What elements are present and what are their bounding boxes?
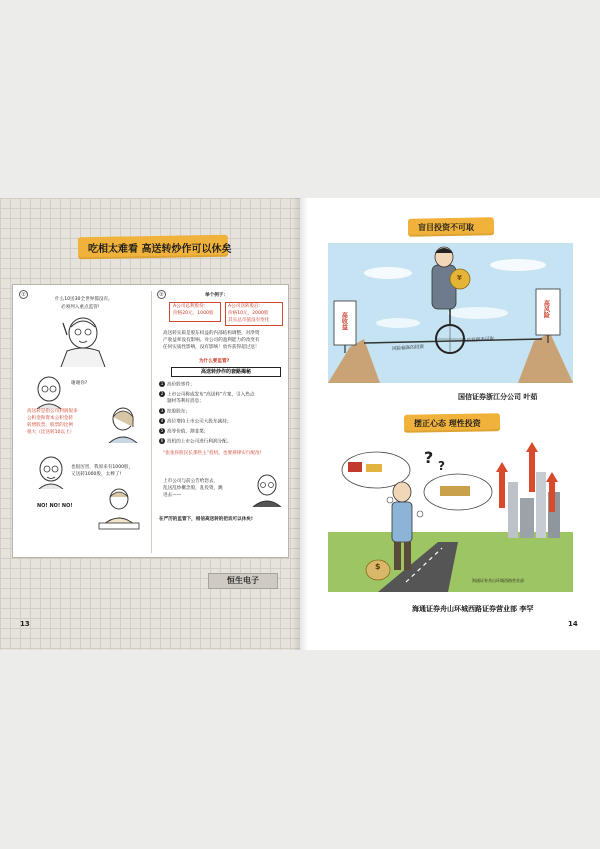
example-box-text: A公司送转股后： (228, 304, 264, 309)
speech-text: 上市公司与前公告给您去， (163, 479, 219, 484)
speech-text: 什么10送30全世界都没有。 (55, 297, 113, 302)
brand-label: 恒生电子 (208, 573, 278, 589)
comic-card (12, 284, 289, 558)
left-page-title: 吃相太难看 高送转炒作可以休矣 (88, 244, 232, 255)
step-item: 3 控股股东； (160, 408, 190, 415)
page-number-right: 14 (568, 620, 578, 628)
paragraph-line: 任何实质性影响，没有影响！放弃获得超过送！ (163, 345, 260, 350)
example-box-text: A公司总利股份： (173, 304, 209, 309)
example-heading: 举个例子： (205, 293, 228, 298)
speech-text: 进去—— (163, 493, 182, 498)
explain-text: 很大（比送转10以上） (27, 430, 75, 435)
man-suit-illustration (249, 471, 285, 507)
panel-number: ① (19, 290, 28, 299)
explain-text: 高送转是指公司利润很多 (27, 409, 78, 414)
speech-text: 又送转1000股，太棒了! (71, 472, 122, 477)
rope-label: 风险偏高的投资 (391, 344, 425, 353)
page-number-left: 13 (20, 620, 30, 628)
section-subhead: 高送转炒作的套路揭秘 (171, 367, 281, 377)
cartoon2-caption: 海通证券舟山环城西路证券营业部 李罕 (412, 605, 534, 613)
explain-text: 公积金和资本公积金转 (27, 416, 73, 421)
footer-text: 在严厉的监管下，相信高送转的把戏可以休矣! (159, 517, 253, 522)
speech-text: 也很厉害，我原来有1000股， (71, 465, 134, 470)
man-glasses-illustration (31, 373, 67, 409)
column-divider (151, 291, 152, 553)
cartoon1-caption: 国信证券浙江分公司 叶茹 (458, 393, 538, 401)
paragraph-line: 高送转实质是股东权益的内部结构调整，对净资 (163, 331, 260, 336)
thought-question-mark: ? (438, 459, 445, 473)
magazine-spread (0, 198, 600, 650)
cartoon2-title: 摆正心态 理性投资 (414, 419, 481, 428)
money-bag-symbol: $ (375, 562, 381, 571)
speech-text: 谢谢你? (71, 381, 88, 386)
sign-right-label: 高风险 (542, 300, 550, 318)
example-box-text: 价格10元，2000股 (228, 311, 269, 316)
man-glasses-illustration-2 (33, 453, 69, 489)
explain-text: 转增股票，股票的比例 (27, 423, 73, 428)
old-man-illustration (43, 315, 123, 367)
step-item: 1 高价股事件； (160, 381, 195, 388)
woman-typing-illustration (95, 485, 143, 533)
right-page (300, 198, 600, 650)
spine-shadow (292, 198, 308, 650)
investor-cartoon (328, 442, 573, 592)
panel-number: ② (157, 290, 166, 299)
shout-text: NO! NO! NO! (37, 503, 73, 509)
step-item: 6 投机的上市公司进行利润分配。 (160, 438, 232, 445)
example-box-text: 价格20元，1000股 (173, 311, 214, 316)
woman-illustration (103, 403, 143, 443)
unicycle-cartoon (328, 243, 573, 383)
step-item: 2 上市公司称或发布“高送转”方案，引入热点 (160, 391, 255, 398)
example-box-text: 其实总市值没有变化 (228, 318, 270, 323)
speech-text: 必须列入重点监管! (61, 305, 100, 310)
step-item: 题材等利好消息； (167, 399, 204, 404)
rope-label-2: 盲目投资不可取 (461, 336, 495, 345)
question-heading: 为什么要监管? (199, 359, 230, 364)
speech-text: 乱送乱炒概念股，乱投资，跳 (163, 486, 223, 491)
road-label: 海通证券舟山环城西路营业部 (472, 578, 524, 583)
warning-text: “张张你股民长那些主”投机，也要规律实行配改! (163, 451, 262, 456)
step-item: 5 高等价值，割韭菜； (160, 428, 209, 435)
money-bag-symbol: ¥ (457, 274, 462, 282)
cartoon1-title: 盲目投资不可取 (418, 223, 474, 232)
left-page (0, 198, 300, 650)
step-item: 4 高位增持上市公司大股东减持； (160, 418, 232, 425)
paragraph-line: 产收益率没有影响。对公司的盈利能力的改变有 (163, 338, 260, 343)
sign-left-label: 高收益 (340, 312, 348, 330)
thought-question-mark: ? (424, 448, 434, 467)
